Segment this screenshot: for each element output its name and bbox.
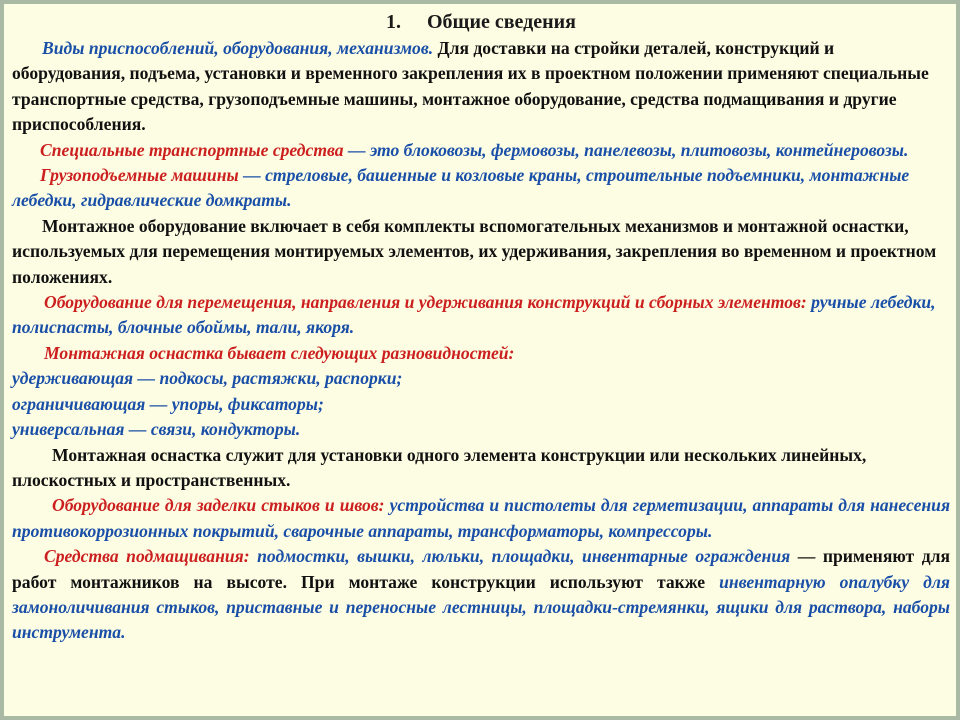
paragraph-transport [12, 138, 950, 163]
paragraph-intro [12, 36, 950, 138]
page-title [12, 10, 950, 34]
title-number: 1. [386, 11, 401, 33]
intro-text: Для доставки на стройки деталей, конструкций и оборудования, подъема, установки и временного закрепления их в проектном положении применяют специальные транспортные средства, грузоподъемные машины, монтажное оборудование, средства подмащивания и другие приспособления. [12, 38, 929, 135]
transport-text: — это блоковозы, фермовозы, панелевозы, плитовозы, контейнеровозы. [343, 139, 909, 160]
slide [4, 4, 956, 716]
transport-term: Специальные транспортные средства [40, 139, 344, 160]
list-item: универсальная — связи, кондукторы. [12, 419, 301, 440]
paragraph-equipment [12, 214, 950, 290]
intro-lead: Виды приспособлений, оборудования, механизмов. [42, 38, 434, 58]
paragraph-moving [12, 290, 950, 341]
list-item: удерживающая — подкосы, растяжки, распорки; [12, 368, 403, 389]
equipment-text: Монтажное оборудование включает в себя комплекты вспомогательных механизмов и монтажной оснастки, используемых для перемещения монтируемых элементов, их удерживания, закрепления во временном и проектном положениях. [12, 215, 937, 287]
scaffolding-term: Средства подмащивания: [44, 546, 250, 567]
paragraph-joints [12, 493, 950, 544]
paragraph-lifting [12, 163, 950, 214]
paragraph-scaffolding [12, 544, 950, 646]
joints-text: устройства и пистолеты для герметизации, аппараты для нанесения противокоррозионных покрытий, сварочные аппараты, трансформаторы, компрессоры. [12, 495, 951, 541]
rigging-term: Монтажная оснастка бывает следующих разновидностей: [44, 342, 515, 363]
joints-term: Оборудование для заделки стыков и швов: [52, 495, 385, 516]
list-item: ограничивающая — упоры, фиксаторы; [12, 393, 324, 414]
scaffolding-text-2: инвентарную опалубку для замоноличивания стыков, приставные и переносные лестницы, площадки-стремянки, ящики для раствора, наборы инструмента. [12, 571, 950, 643]
lifting-term: Грузоподъемные машины [40, 165, 239, 186]
scaffolding-dash-text: — применяют для работ монтажников на высоте. При монтаже конструкции используют также [12, 546, 950, 592]
title-text: Общие сведения [427, 11, 576, 33]
scaffolding-text: подмостки, вышки, люльки, площадки, инвентарные ограждения [249, 546, 791, 567]
rigging-use-text: Монтажная оснастка служит для установки одного элемента конструкции или нескольких линейных, плоскостных и пространственных. [12, 444, 867, 490]
moving-term: Оборудование для перемещения, направления и удерживания конструкций и сборных элементов: [44, 292, 807, 313]
lifting-text: — стреловые, башенные и козловые краны, строительные подъемники, монтажные лебедки, гидравлические домкраты. [12, 165, 910, 211]
paragraph-rigging-use [12, 443, 950, 494]
paragraph-rigging [12, 341, 950, 366]
moving-text: ручные лебедки, полиспасты, блочные обоймы, тали, якоря. [12, 292, 936, 338]
